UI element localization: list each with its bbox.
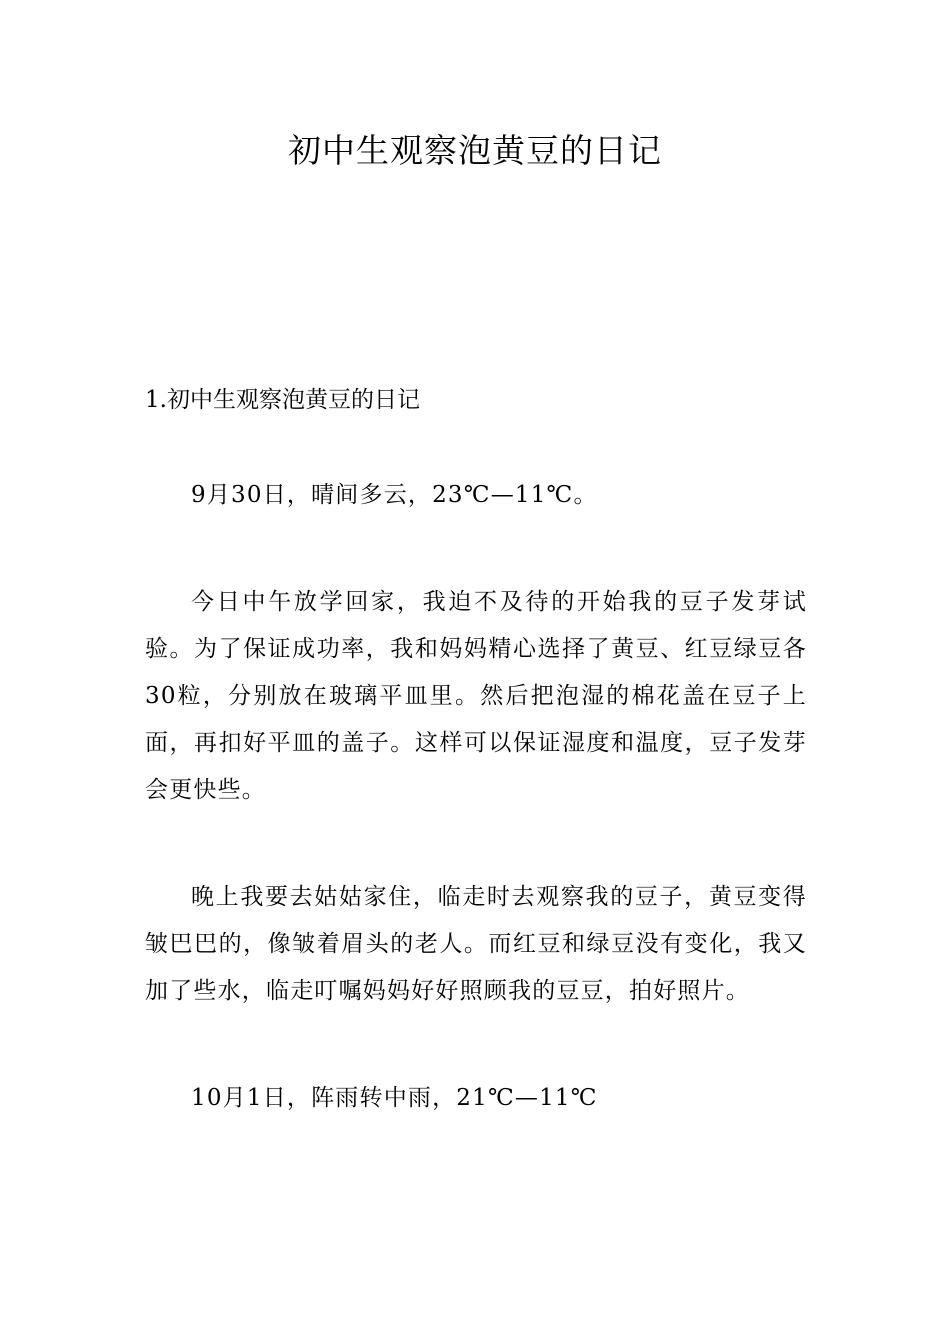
paragraph-date-sep30: 9月30日，晴间多云，23℃—11℃。 xyxy=(191,482,598,508)
paragraph-experiment-start: 今日中午放学回家，我迫不及待的开始我的豆子发芽试验。为了保证成功率，我和妈妈精心选择了黄豆、红豆绿豆各30粒，分别放在玻璃平皿里。然后把泡湿的棉花盖在豆子上面，再扣好平皿的盖子。这样可以保证湿度和温度，豆子发芽会更快些。 xyxy=(145,589,807,803)
document-body xyxy=(145,378,807,1122)
section-heading: 1.初中生观察泡黄豆的日记 xyxy=(145,387,420,413)
paragraph-date-oct1: 10月1日，阵雨转中雨，21℃—11℃ xyxy=(191,1085,598,1111)
document-title: 初中生观察泡黄豆的日记 xyxy=(288,131,662,170)
paragraph-evening-observation: 晚上我要去姑姑家住，临走时去观察我的豆子，黄豆变得皱巴巴的，像皱着眉头的老人。而红豆和绿豆没有变化，我又加了些水，临走叮嘱妈妈好好照顾我的豆豆，拍好照片。 xyxy=(145,884,807,1004)
